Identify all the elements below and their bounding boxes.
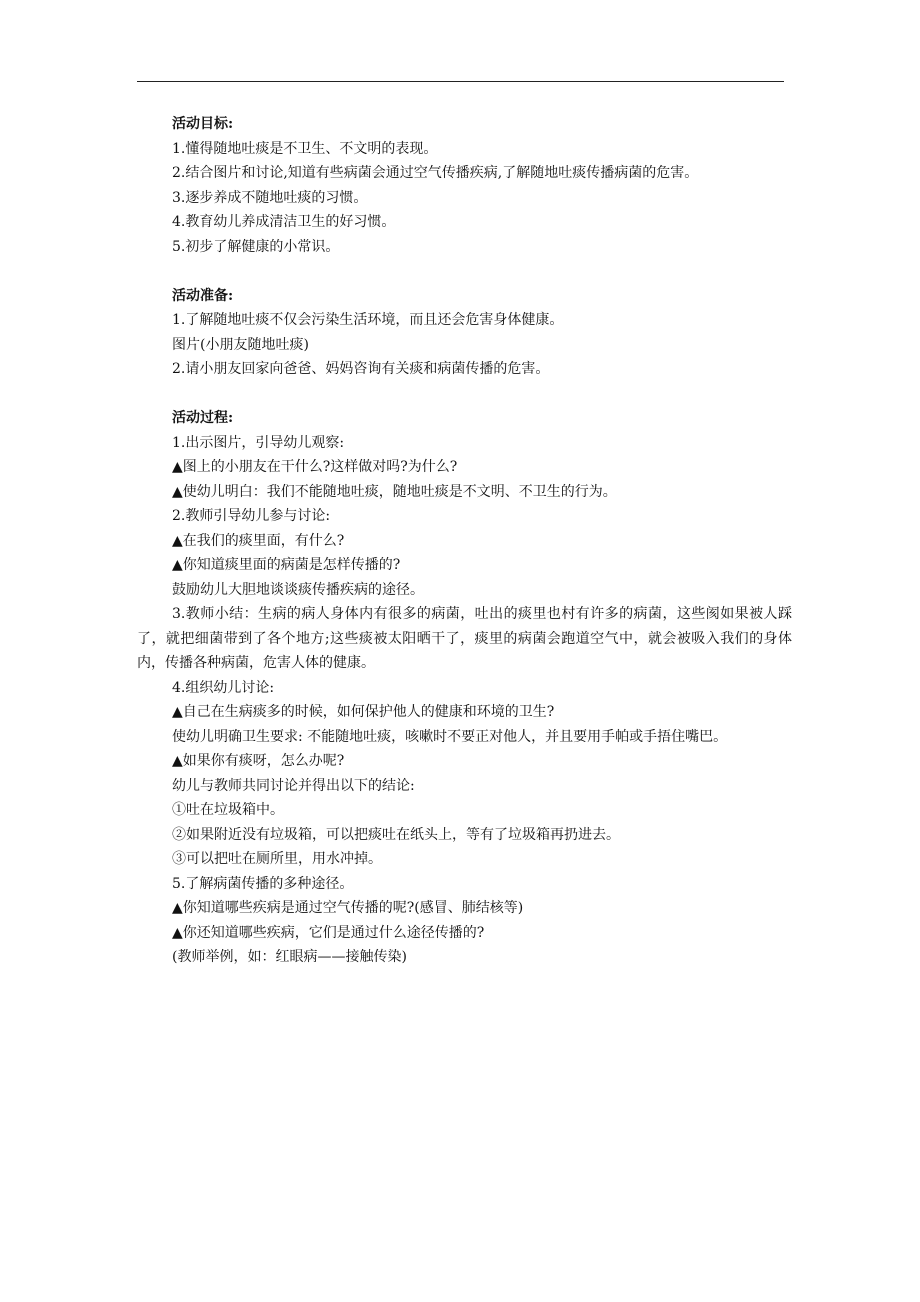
goal-line: 4.教育幼儿养成清洁卫生的好习惯。 (172, 214, 396, 230)
prep-line: 图片(小朋友随地吐痰) (172, 336, 309, 353)
process-line: 2.教师引导幼儿参与讨论: (172, 508, 331, 524)
process-line: ▲你还知道哪些疾病，它们是通过什么途径传播的? (172, 924, 485, 941)
process-line: ②如果附近没有垃圾箱，可以把痰吐在纸头上，等有了垃圾箱再扔进去。 (172, 826, 620, 843)
goal-line: 3.逐步养成不随地吐痰的习惯。 (172, 189, 368, 206)
process-line: ▲如果你有痰呀，怎么办呢? (172, 753, 345, 769)
process-line: ③可以把吐在厕所里，用水冲掉。 (172, 851, 382, 867)
process-line: ▲自己在生病痰多的时候，如何保护他人的健康和环境的卫生? (172, 704, 555, 720)
document-body (137, 112, 792, 970)
prep-line: 2.请小朋友回家向爸爸、妈妈咨询有关痰和病菌传播的危害。 (172, 361, 550, 377)
goal-line: 1.懂得随地吐痰是不卫生、不文明的表现。 (172, 140, 438, 157)
process-line: 5.了解病菌传播的多种途径。 (172, 875, 354, 892)
process-line: 幼儿与教师共同讨论并得出以下的结论: (172, 777, 415, 794)
process-line: ①吐在垃圾箱中。 (172, 802, 284, 818)
process-line: ▲你知道痰里面的病菌是怎样传播的? (172, 557, 401, 573)
process-line: (教师举例，如：红眼病——接触传染) (172, 949, 407, 965)
teacher-summary-paragraph: 3.教师小结：生病的病人身体内有很多的病菌，吐出的痰里也村有许多的病菌，这些阂如果被人踩了，就把细菌带到了各个地方;这些痰被太阳晒干了，痰里的病菌会跑道空气中，就会被吸入我们的身体内，传播各种病菌，危害人体的健康。 (137, 606, 792, 671)
process-line: 1.出示图片，引导幼儿观察: (172, 434, 345, 451)
prep-line: 1.了解随地吐痰不仅会污染生活环境，而且还会危害身体健康。 (172, 312, 564, 328)
hygiene-requirement-paragraph: 使幼儿明确卫生要求: 不能随地吐痰，咳嗽时不要正对他人，并且要用手帕或手捂住嘴巴。 (172, 728, 728, 745)
section-heading-goals: 活动目标: (172, 116, 234, 132)
goal-line: 2.结合图片和讨论,知道有些病菌会通过空气传播疾病,了解随地吐痰传播病菌的危害。 (172, 165, 699, 181)
goal-line: 5.初步了解健康的小常识。 (172, 238, 340, 255)
process-line: ▲使幼儿明白：我们不能随地吐痰，随地吐痰是不文明、不卫生的行为。 (172, 483, 617, 500)
process-line: 鼓励幼儿大胆地谈谈痰传播疾病的途径。 (172, 581, 424, 598)
section-heading-preparation: 活动准备: (172, 287, 234, 304)
process-line: ▲图上的小朋友在干什么?这样做对吗?为什么? (172, 459, 458, 475)
process-line: 4.组织幼儿讨论: (172, 679, 275, 696)
section-heading-process: 活动过程: (172, 410, 234, 426)
process-line: ▲在我们的痰里面，有什么? (172, 532, 345, 549)
header-rule (137, 81, 784, 82)
process-line: ▲你知道哪些疾病是通过空气传播的呢?(感冒、肺结核等) (172, 900, 524, 916)
